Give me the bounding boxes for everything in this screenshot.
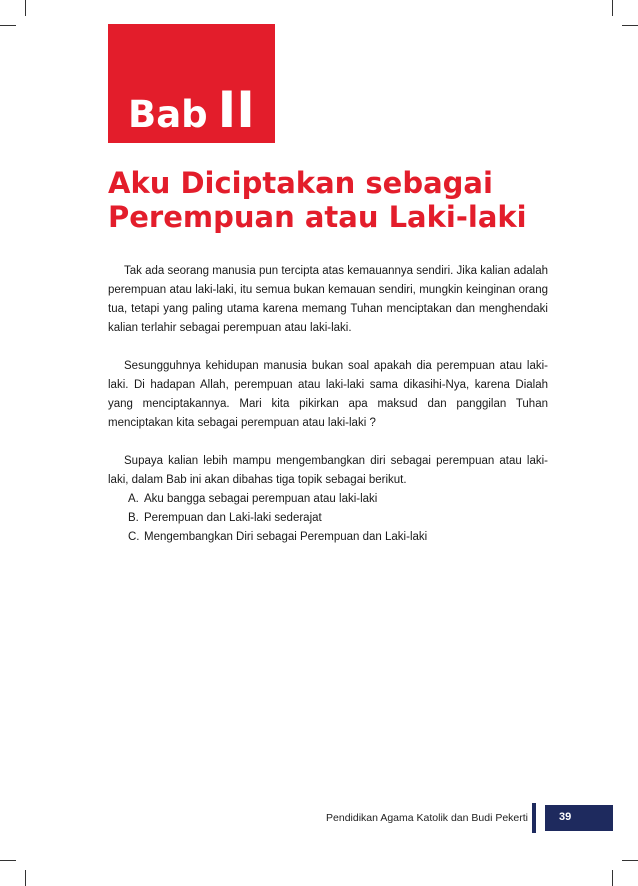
chapter-intro: [108, 262, 548, 547]
crop-mark: [25, 0, 26, 16]
chapter-number: II: [217, 81, 255, 139]
footer-book-title: Pendidikan Agama Katolik dan Budi Pekerti: [326, 812, 528, 824]
topic-item: [108, 528, 548, 547]
page-number-box: [545, 805, 613, 831]
paragraph: Tak ada seorang manusia pun tercipta atas kemauannya sendiri. Jika kalian adalah perempuan atau laki-laki, itu semua bukan kemauan sendiri, mungkin keinginan orang tua, tetapi yang paling utama karena memang Tuhan menciptakan dan menghendaki kalian terlahir sebagai perempuan atau laki-laki.: [108, 265, 548, 334]
chapter-title-line-2: Perempuan atau Laki-laki: [108, 200, 527, 234]
topic-item: [108, 509, 548, 528]
chapter-word: Bab: [128, 93, 208, 136]
footer-divider: [532, 803, 536, 833]
topic-marker: C.: [128, 531, 140, 543]
topic-text: Mengembangkan Diri sebagai Perempuan dan Laki-laki: [144, 531, 428, 543]
crop-mark: [612, 870, 613, 886]
topic-marker: B.: [128, 512, 139, 524]
topic-item: [108, 490, 548, 509]
paragraph: Supaya kalian lebih mampu mengembangkan diri sebagai perempuan atau laki-laki, dalam Bab ini akan dibahas tiga topik sebagai berikut.: [108, 455, 548, 486]
crop-mark: [25, 870, 26, 886]
crop-mark: [0, 25, 16, 26]
crop-mark: [0, 860, 16, 861]
chapter-label-box: [108, 24, 275, 143]
crop-mark: [612, 0, 613, 16]
topic-text: Perempuan dan Laki-laki sederajat: [144, 512, 322, 524]
topic-marker: A.: [128, 493, 139, 505]
chapter-title: [108, 166, 548, 234]
chapter-label: [128, 81, 255, 139]
chapter-title-line-1: Aku Diciptakan sebagai: [108, 166, 493, 200]
page-number: 39: [559, 811, 572, 823]
crop-mark: [622, 25, 638, 26]
topic-list: [108, 490, 548, 547]
crop-mark: [622, 860, 638, 861]
paragraph: Sesungguhnya kehidupan manusia bukan soal apakah dia perempuan atau laki-laki. Di hadapan Allah, perempuan atau laki-laki sama dikasihi-Nya, karena Dialah yang menciptakannya. Mari kita pikirkan apa maksud dan panggilan Tuhan menciptakan kita sebagai perempuan atau laki-laki ?: [108, 360, 548, 429]
topic-text: Aku bangga sebagai perempuan atau laki-laki: [144, 493, 378, 505]
